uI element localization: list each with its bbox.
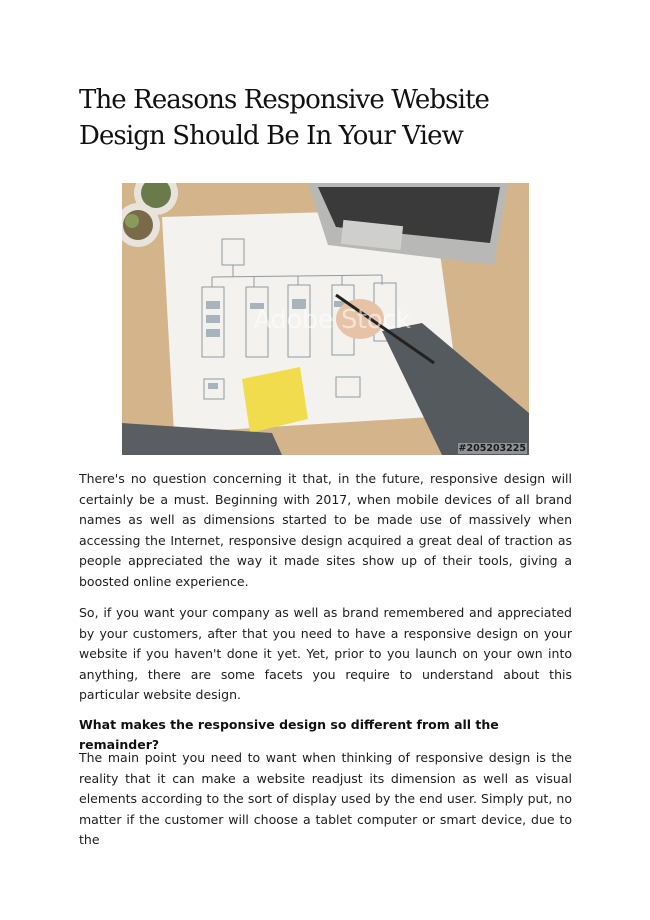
image-watermark: Adobe Stock: [253, 305, 411, 335]
paragraph-1: There's no question concerning it that, in the future, responsive design will certainly be a must. Beginning with 2017, when mobile devices of all brand names as well as dimensions started to be made use of massively when accessing the Internet, responsive design acquired a great deal of traction as people appreciated the way it made sites show up of their tools, giving a boosted online experience.: [79, 471, 572, 589]
hero-image: [122, 183, 529, 455]
title-line-2: Design Should Be In Your View: [79, 121, 463, 151]
paragraph-2: So, if you want your company as well as brand remembered and appreciated by your customers, after that you need to have a responsive design on your website if you haven't done it yet. Yet, prior to you launch on your own into anything, there are some facets you require to understand about this particular website design.: [79, 605, 572, 702]
stock-id-label: #205203225: [458, 443, 526, 454]
article-title: [79, 82, 579, 154]
title-line-1: The Reasons Responsive Website: [79, 85, 490, 115]
section-heading: What makes the responsive design so different from all the remainder?: [79, 717, 499, 752]
paragraph-3: The main point you need to want when thinking of responsive design is the reality that it can make a website readjust its dimension as well as visual elements according to the sort of display used by the end user. Simply put, no matter if the customer will choose a tablet computer or smart device, due to the: [79, 750, 572, 847]
